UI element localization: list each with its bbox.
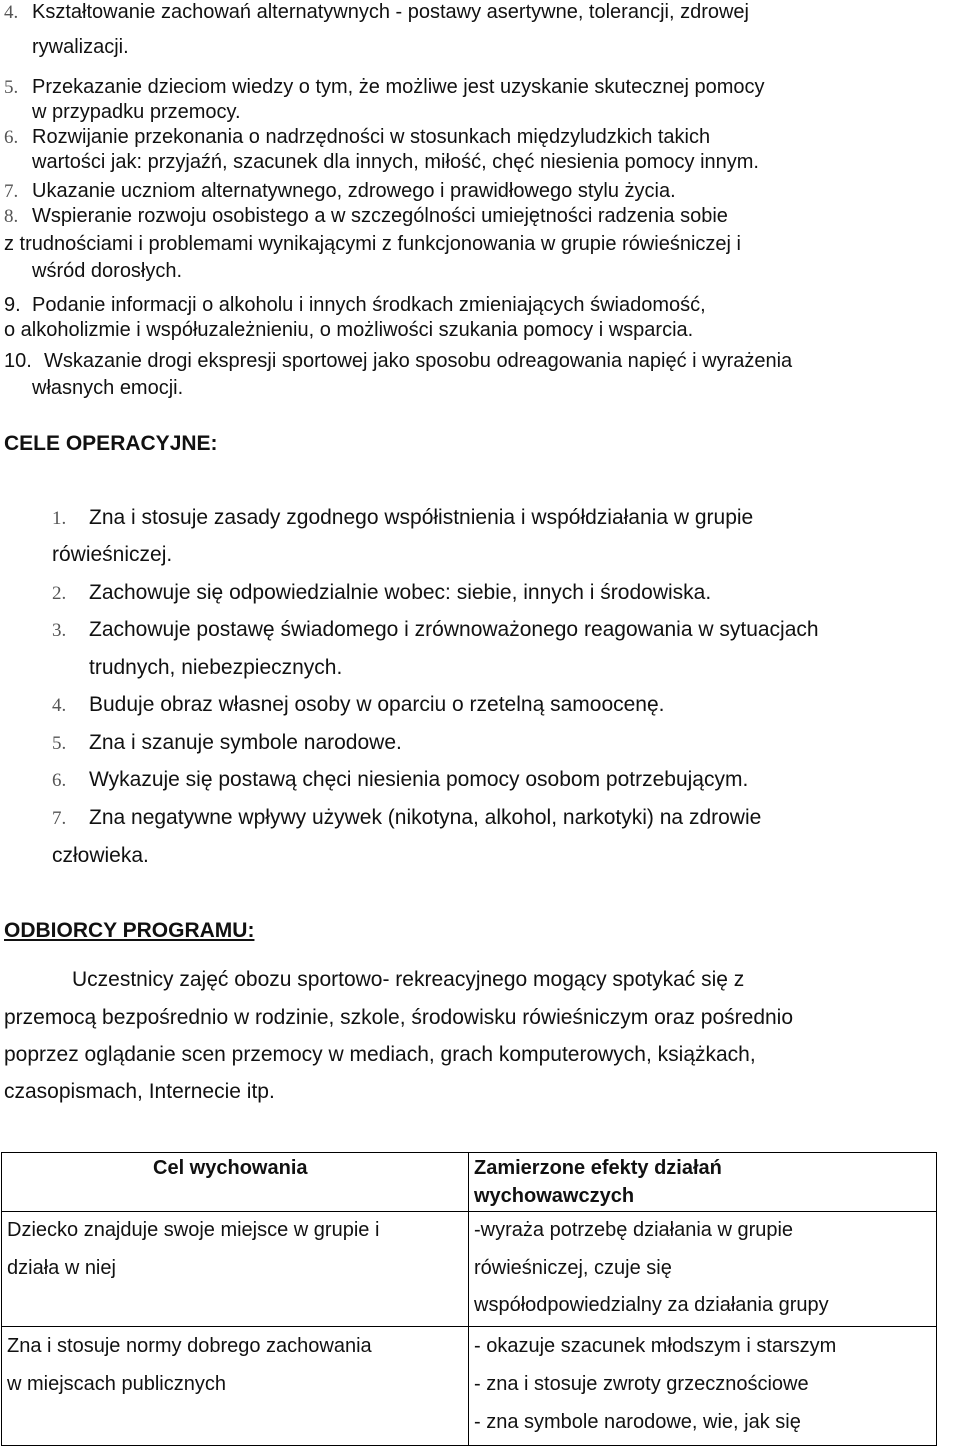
goal-text-line: Podanie informacji o alkoholu i innych środkach zmieniających świadomość, xyxy=(32,294,706,316)
operational-goal-line: człowieka. xyxy=(52,844,149,867)
table-row xyxy=(2,1327,937,1446)
recipients-paragraph-line: czasopismach, Internecie itp. xyxy=(4,1080,275,1103)
table-header-cell xyxy=(2,1153,469,1212)
operational-goal-number: 6. xyxy=(52,770,67,791)
goal-text-line: Rozwijanie przekonania o nadrzędności w stosunkach międzyludzkich takich xyxy=(32,126,711,148)
cell-line: w miejscach publicznych xyxy=(7,1373,226,1395)
goal-text-line: Przekazanie dzieciom wiedzy o tym, że możliwe jest uzyskanie skutecznej pomocy xyxy=(32,76,765,98)
goal-text-line: o alkoholizmie i współuzależnieniu, o możliwości szukania pomocy i wsparcia. xyxy=(4,319,694,341)
goal-text-line: wśród dorosłych. xyxy=(32,260,183,282)
goal-number: 10. xyxy=(4,350,32,372)
table-cell xyxy=(2,1212,469,1327)
goal-text-line: Kształtowanie zachowań alternatywnych - postawy asertywne, tolerancji, zdrowej xyxy=(32,1,750,23)
cell-line: Zna i stosuje normy dobrego zachowania xyxy=(7,1335,372,1357)
operational-goals-heading: CELE OPERACYJNE: xyxy=(4,432,218,455)
table-header-cell xyxy=(469,1153,937,1212)
goal-number: 7. xyxy=(4,181,19,202)
cell-line: - zna i stosuje zwroty grzecznościowe xyxy=(474,1373,809,1395)
cell-line: - zna symbole narodowe, wie, jak się xyxy=(474,1411,801,1433)
table-row xyxy=(2,1212,937,1327)
column-header-effects-cont: wychowawczych xyxy=(474,1185,635,1207)
operational-goal-line: trudnych, niebezpiecznych. xyxy=(89,656,343,679)
recipients-paragraph-line: poprzez oglądanie scen przemocy w mediach, grach komputerowych, książkach, xyxy=(4,1043,756,1066)
table-cell xyxy=(2,1327,469,1446)
goal-number: 5. xyxy=(4,77,19,98)
goal-text-line: rywalizacji. xyxy=(32,36,129,58)
table-cell xyxy=(469,1212,937,1327)
operational-goal-line: Zna i szanuje symbole narodowe. xyxy=(89,731,402,754)
goal-text-line: Wspieranie rozwoju osobistego a w szczególności umiejętności radzenia sobie xyxy=(32,205,728,227)
cell-line: działa w niej xyxy=(7,1257,116,1279)
goals-effects-table xyxy=(1,1152,937,1446)
goal-text-line: własnych emocji. xyxy=(32,377,184,399)
recipients-paragraph-line: Uczestnicy zajęć obozu sportowo- rekreacyjnego mogący spotykać się z xyxy=(72,968,745,991)
goal-text-line: Ukazanie uczniom alternatywnego, zdrowego i prawidłowego stylu życia. xyxy=(32,180,676,202)
goal-text-line: w przypadku przemocy. xyxy=(32,101,241,123)
cell-line: - okazuje szacunek młodszym i starszym xyxy=(474,1335,837,1357)
cell-line: rówieśniczej, czuje się xyxy=(474,1257,672,1279)
cell-line: Dziecko znajduje swoje miejsce w grupie i xyxy=(7,1219,380,1241)
recipients-heading: ODBIORCY PROGRAMU: xyxy=(4,919,255,942)
column-header-goal: Cel wychowania xyxy=(153,1157,308,1179)
operational-goal-number: 5. xyxy=(52,733,67,754)
goal-text-line: Wskazanie drogi ekspresji sportowej jako sposobu odreagowania napięć i wyrażenia xyxy=(44,350,793,372)
operational-goal-line: Zna negatywne wpływy używek (nikotyna, alkohol, narkotyki) na zdrowie xyxy=(89,806,762,829)
goal-number: 4. xyxy=(4,2,19,23)
operational-goal-number: 1. xyxy=(52,508,67,529)
operational-goal-line: rówieśniczej. xyxy=(52,543,173,566)
operational-goal-number: 7. xyxy=(52,808,67,829)
goal-number: 8. xyxy=(4,206,19,227)
operational-goal-line: Zachowuje się odpowiedzialnie wobec: siebie, innych i środowiska. xyxy=(89,581,712,604)
operational-goal-line: Zachowuje postawę świadomego i zrównoważonego reagowania w sytuacjach xyxy=(89,618,819,641)
operational-goal-line: Wykazuje się postawą chęci niesienia pomocy osobom potrzebującym. xyxy=(89,768,749,791)
goal-text-line: wartości jak: przyjaźń, szacunek dla innych, miłość, chęć niesienia pomocy innym. xyxy=(32,151,759,173)
operational-goal-line: Buduje obraz własnej osoby w oparciu o rzetelną samoocenę. xyxy=(89,693,665,716)
operational-goal-line: Zna i stosuje zasady zgodnego współistnienia i współdziałania w grupie xyxy=(89,506,754,529)
cell-line: współodpowiedzialny za działania grupy xyxy=(474,1294,829,1316)
table-header-row xyxy=(2,1153,937,1212)
table-cell xyxy=(469,1327,937,1446)
operational-goal-number: 4. xyxy=(52,695,67,716)
column-header-effects: Zamierzone efekty działań xyxy=(474,1157,722,1179)
cell-line: -wyraża potrzebę działania w grupie xyxy=(474,1219,794,1241)
operational-goal-number: 3. xyxy=(52,620,67,641)
operational-goal-number: 2. xyxy=(52,583,67,604)
goal-text-line: z trudnościami i problemami wynikającymi z funkcjonowania w grupie rówieśniczej i xyxy=(4,233,741,255)
goal-number: 6. xyxy=(4,127,19,148)
recipients-paragraph-line: przemocą bezpośrednio w rodzinie, szkole, środowisku rówieśniczym oraz pośrednio xyxy=(4,1006,794,1029)
goal-number: 9. xyxy=(4,294,21,316)
